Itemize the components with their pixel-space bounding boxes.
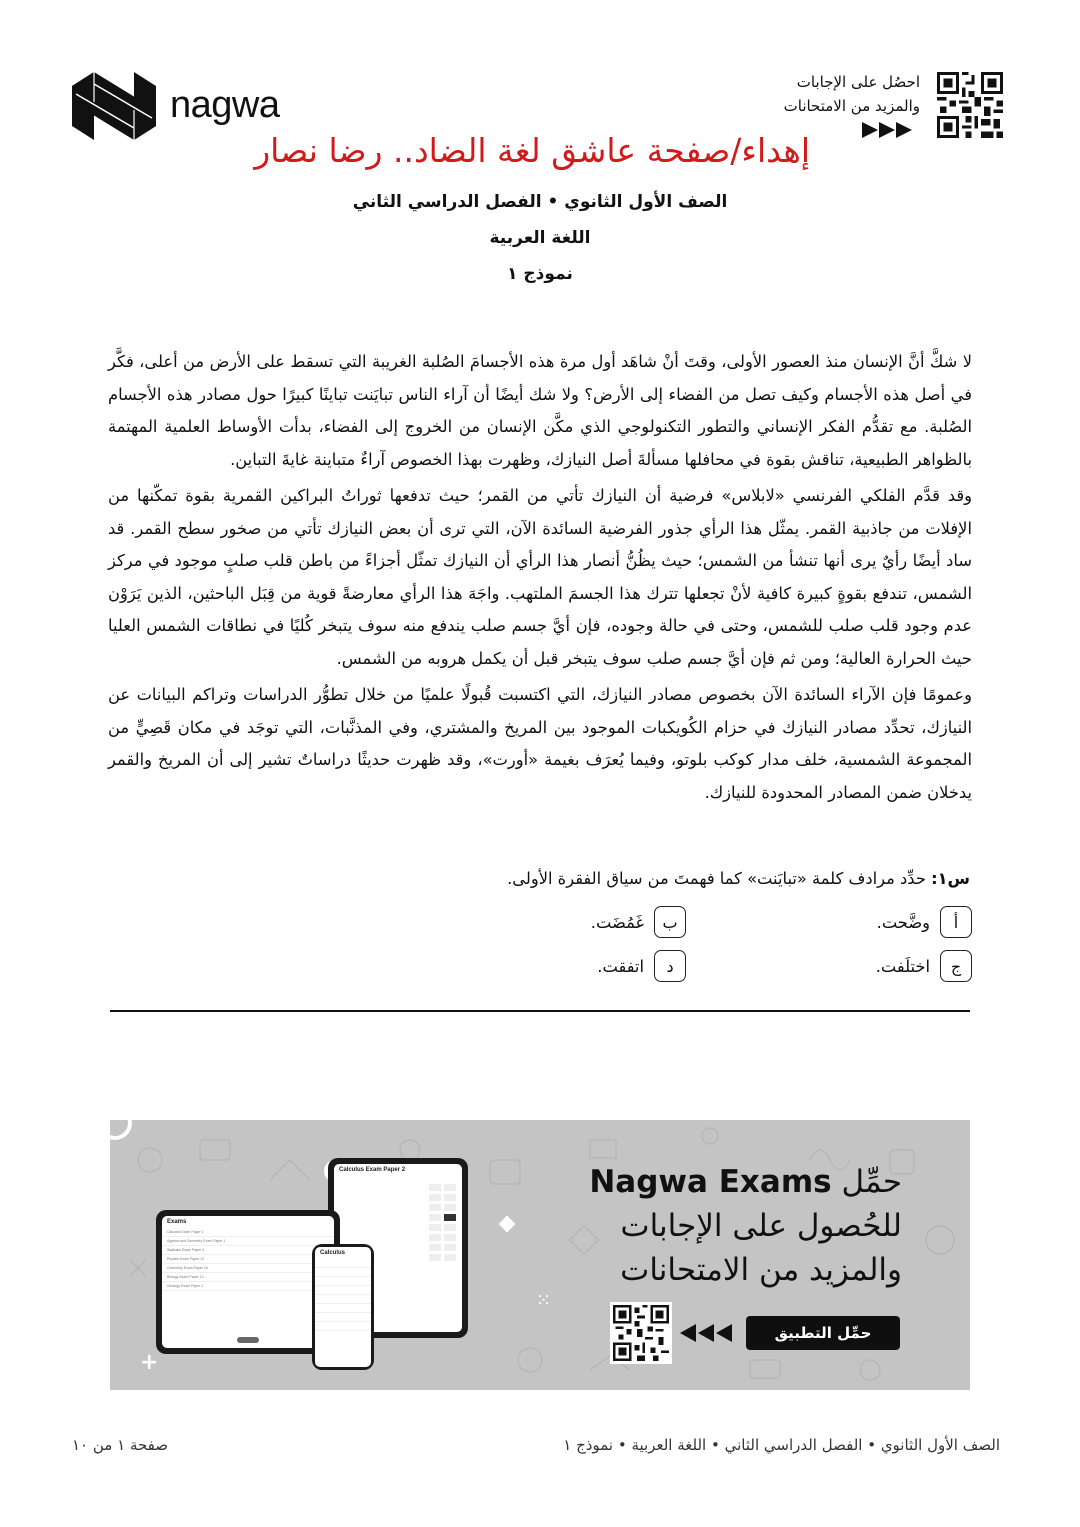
question-1 [108,864,970,894]
decorative-plus: + [140,1350,159,1375]
mockup-row: Chemistry Exam Paper 10 [162,1264,334,1273]
choice-a[interactable] [686,905,972,939]
mockup-title: Calculus [320,1250,346,1256]
mockup-row: Statistics Exam Paper 4 [162,1246,334,1255]
mockup-row: Algebra and Geometry Exam Paper 1 [162,1237,334,1246]
mockup-button [237,1337,259,1343]
dedication-text: إهداء/صفحة عاشق لغة الضاد.. رضا نصار [254,131,810,170]
choice-d[interactable] [400,949,686,983]
mockup-row: Biology Exam Paper 12 [162,1273,334,1282]
promo-line-2: والمزيد من الامتحانات [783,97,920,115]
banner-headline-line-3: والمزيد من الامتحانات [620,1252,902,1288]
triangle-arrows-icon [862,122,912,138]
page-number: صفحة ١ من ١٠ [72,1436,169,1454]
mockup-row: Calculus Exam Paper 1 [162,1228,334,1237]
brand-name: nagwa [170,84,280,126]
nagwa-logo-icon [72,72,156,140]
phone-mockup [312,1244,374,1370]
section-divider [110,1010,970,1012]
choice-letter: أ [940,906,972,938]
triangle-arrows-icon [680,1324,732,1342]
choice-text: وضَّحت. [876,912,930,932]
banner-headline-line-1 [589,1160,902,1204]
passage-paragraph: وعمومًا فإن الآراء السائدة الآن بخصوص مصادر النيازك، التي اكتسبت قُبولًا علميًا من خلال تطوُّر الدراسات وتراكم البيانات عن النيازك، تحدِّد مصادر النيازك في حزام الكُويكبات الموجود بين المريخ والمشتري، وفي المذنَّبات، التي توجَد في مكان قَصِيٍّ من المجموعة الشمسية، خلف مدار كوكب بلوتو، وفيما يُعرَف بغيمة «أورت»، وقد ظهرت حديثًا دراساتٌ تشير إلى أن المريخ والقمر يدخلان ضمن المصادر المحدودة للنيازك. [108,685,972,802]
choice-letter: ج [940,950,972,982]
passage-paragraph: لا شكَّ أنَّ الإنسان منذ العصور الأولى، وقتَ أنْ شاهَد أول مرة هذه الأجسامَ الصُلبة الغريبة التي تسقط على الأرض من أعلى، فكَّر في أصل هذه الأجسام وكيف تصل من الفضاء إلى الأرض؟ ولا شك أيضًا أن آراء الناس تبايَنت تباينًا كبيرًا حول مصادر هذه الأجسام الصُلبة. مع تقدُّم الفكر الإنساني والتطور التكنولوجي الذي مكَّن الإنسان من الخروج إلى الفضاء، بدأت الأوساط العلمية المهتمة بالظواهر الطبيعية، تناقش بقوة في محافلها مسألةَ أصل النيازك، وظهرت بهذا الخصوص آراءٌ متباينة غايةَ التباين. [108,352,972,469]
promo-text [700,70,920,118]
mockup-row: Physics Exam Paper 12 [162,1255,334,1264]
promo-line-1: احصُل على الإجابات [796,73,920,91]
question-label: س١: [931,869,970,888]
choice-letter: د [654,950,686,982]
headline-prefix: حمِّل [841,1164,902,1200]
choice-text: اختلَفت. [875,956,930,976]
choice-text: اتفقت. [597,956,644,976]
subject-heading: اللغة العربية [489,228,591,248]
choice-c[interactable] [686,949,972,983]
mockup-row: Geology Exam Paper 1 [162,1282,334,1291]
mockup-title: Exams [167,1219,187,1225]
mockup-question-grid [429,1184,456,1261]
answer-choices [400,905,972,983]
download-app-button[interactable]: حمِّل التطبيق [746,1316,900,1350]
footer-course-info: الصف الأول الثانوي • الفصل الدراسي الثاني • اللغة العربية • نموذج ١ [563,1436,1000,1454]
exam-title [240,184,840,292]
choice-b[interactable] [400,905,686,939]
qr-code-icon[interactable] [610,1302,672,1364]
decorative-sparkle: ⁙ [536,1290,552,1311]
app-promo-banner[interactable] [110,1120,970,1390]
mockup-title: Calculus Exam Paper 2 [339,1167,406,1173]
question-text: حدِّد مرادف كلمة «تبايَنت» كما فهمتَ من سياق الفقرة الأولى. [507,869,926,888]
reading-passage [108,346,972,813]
model-heading: نموذج ١ [507,264,573,284]
app-name: Nagwa Exams [589,1164,832,1200]
choice-letter: ب [654,906,686,938]
grade-term-heading: الصف الأول الثانوي • الفصل الدراسي الثاني [352,192,728,212]
banner-headline-line-2: للحُصول على الإجابات [620,1208,902,1244]
choice-text: غَمُضَت. [590,912,644,932]
qr-code-icon[interactable] [936,72,1004,138]
passage-paragraph: وقد قدَّم الفلكي الفرنسي «لابلاس» فرضية أن النيازك تأتي من القمر؛ حيث تدفعها ثوراتُ البراكين القمرية بقوة تمكّنها من الإفلات من جاذبية القمر. يمثّل هذا الرأي جذور الفرضية السائدة الآن، التي ترى أن بعض النيازك تأتي من صخور سطح القمر. قد ساد أيضًا رأيٌ يرى أنها تنشأ من الشمس؛ حيث يظُنُّ أنصار هذا الرأي أن النيازك تمثّل أجزاءً من باطن قلب صلبٍ موجود في مركز الشمس، تندفع بقوةٍ كبيرة كافية لأنْ تجعلها تترك هذا الجسمَ الملتهب. واجَهَ هذا الرأي معارضةً قوية من قِبَل الباحثين، الذين يَرَوْن عدم وجود قلب صلب للشمس، وحتى في حالة وجوده، فإن أيَّ جسم صلب يندفع منه سوف يتبخر كُليًا في نطاقات الشمس العليا حيث الحرارة العالية؛ ومن ثم فإن أيَّ جسم صلب سوف يتبخر قبل أن يكمل هروبه من الشمس. [108,486,972,668]
banner-headline [589,1160,902,1292]
